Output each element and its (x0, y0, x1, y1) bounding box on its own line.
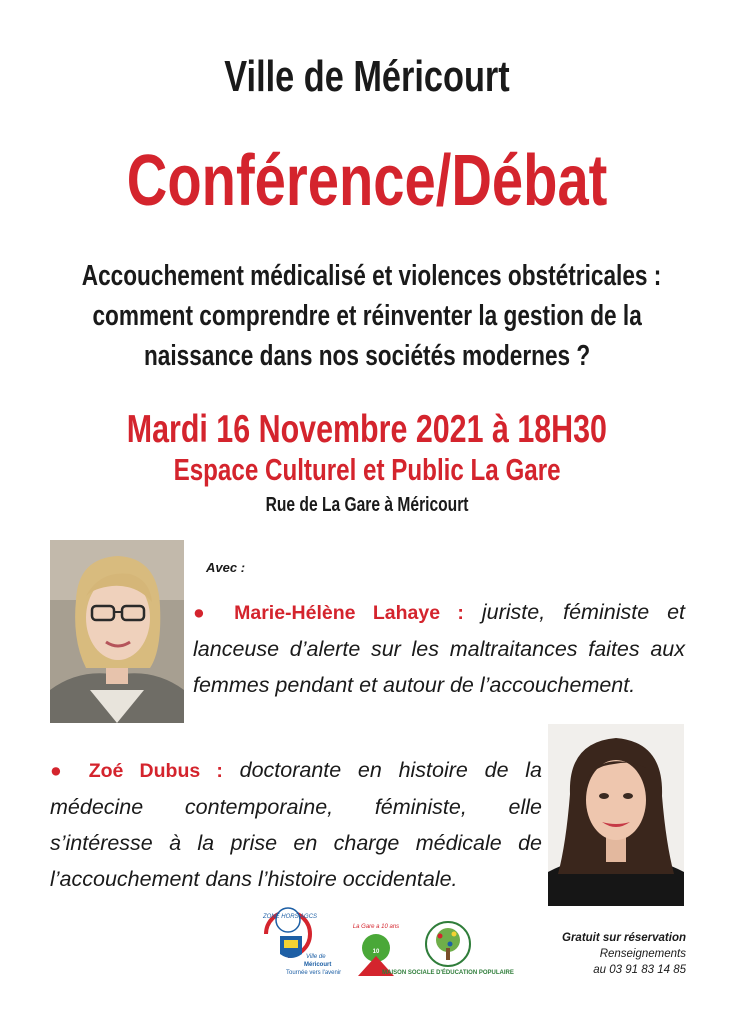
gare-logo (353, 924, 399, 976)
maison-sociale-logo (382, 922, 514, 976)
gare-logo-number: 10 (372, 949, 380, 955)
partner-logos (258, 898, 514, 988)
footer-info (562, 930, 686, 978)
subtitle (0, 256, 734, 376)
bullet-icon: ● (193, 602, 217, 624)
speaker-name-1: ● Marie-Hélène Lahaye : (193, 602, 464, 624)
maison-sociale-logo-text: MAISON SOCIALE D'ÉDUCATION POPULAIRE (382, 970, 514, 976)
subtitle-line: comment comprendre et réinventer la gestion de la (92, 300, 642, 332)
ville-logo-line2: Méricourt (304, 962, 332, 968)
event-street: Rue de La Gare à Méricourt (265, 494, 469, 516)
speaker-photo-2 (548, 724, 684, 906)
speaker-bio-2: doctorante en histoire de la médecine contemporaine, féministe, elle s’intéresse à la prise en charge médicale de l’accouchement dans l’histoire occidentale. (50, 758, 542, 891)
subtitle-line: Accouchement médicalisé et violences obstétricales : (81, 260, 662, 292)
speaker-entry-2 (50, 752, 542, 897)
subtitle-line: naissance dans nos sociétés modernes ? (143, 340, 591, 372)
ville-logo-line1: Ville de (306, 954, 326, 960)
page-title: Conférence/Débat (126, 141, 608, 221)
gare-logo-caption: La Gare a 10 ans (352, 924, 400, 930)
speakers-intro: Avec : (206, 560, 246, 575)
speaker-photo-1 (50, 540, 184, 723)
event-date: Mardi 16 Novembre 2021 à 18H30 (126, 408, 608, 451)
speaker-entry-1 (193, 594, 685, 703)
city-heading: Ville de Méricourt (224, 52, 510, 101)
ville-logo (262, 908, 341, 976)
footer-line: Renseignements (599, 948, 686, 960)
footer-line: au 03 91 83 14 85 (593, 964, 686, 976)
speaker-bio-1: juriste, féministe et lanceuse d’alerte sur les maltraitances faites aux femmes pendant et autour de l’accouchement. (193, 600, 686, 697)
bullet-icon: ● (50, 760, 73, 782)
speaker-name-2: ● Zoé Dubus : (50, 760, 223, 782)
footer-line: Gratuit sur réservation (562, 932, 686, 944)
ville-logo-tagline: Tournée vers l'avenir (286, 970, 342, 976)
zone-logo-text: ZONE HORS AGCS (262, 914, 318, 920)
event-venue: Espace Culturel et Public La Gare (173, 452, 561, 487)
